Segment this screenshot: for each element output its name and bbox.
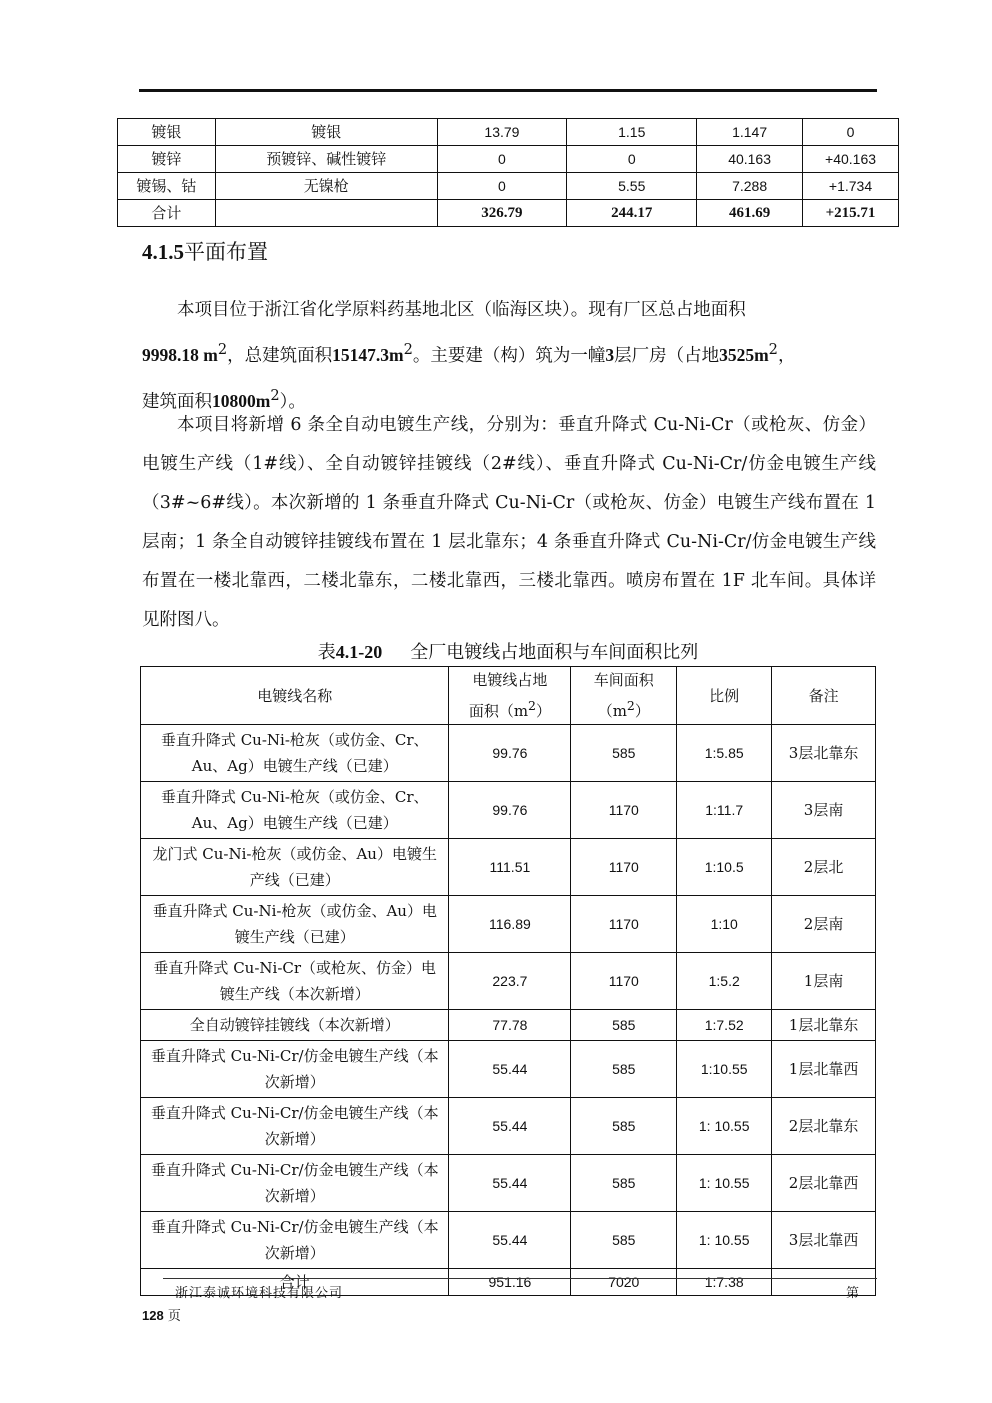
table-cell-area: 111.51 (449, 839, 571, 896)
table-cell-area: 55.44 (449, 1212, 571, 1269)
table-cell-name: 垂直升降式 Cu-Ni-枪灰（或仿金、Cr、Au、Ag）电镀生产线（已建） (141, 782, 449, 839)
superscript: 2 (768, 341, 778, 358)
table-cell-area: 951.16 (449, 1269, 571, 1296)
table-cell: 5.55 (567, 173, 697, 200)
table-cell-ratio: 1:10.5 (677, 839, 772, 896)
table-cell: 1.15 (567, 119, 697, 146)
table-cell: 0 (437, 146, 567, 173)
table-cell: 0 (567, 146, 697, 173)
table-cell-shop: 1170 (571, 896, 677, 953)
table-cell-note: 1层南 (772, 953, 876, 1010)
area-value: 3525m (719, 344, 769, 365)
table-cell-name: 垂直升降式 Cu-Ni-Cr/仿金电镀生产线（本次新增） (141, 1098, 449, 1155)
header-text: 车间面积 (593, 671, 654, 689)
table-cell-ratio: 1:7.52 (677, 1010, 772, 1041)
table-cell-area: 99.76 (449, 725, 571, 782)
page-number: 128 (142, 1308, 164, 1323)
table-row (141, 1155, 876, 1212)
header-text: 电镀线占地 (472, 671, 548, 689)
paragraph-text: ， (777, 345, 796, 366)
table-row (141, 1010, 876, 1041)
table-cell-note: 3层北靠西 (772, 1212, 876, 1269)
table-cell-note (772, 1269, 876, 1296)
table-cell-note: 3层南 (772, 782, 876, 839)
table-cell-name: 全自动镀锌挂镀线（本次新增） (141, 1010, 449, 1041)
table-cell: +40.163 (803, 146, 899, 173)
table-cell-ratio: 1:10 (677, 896, 772, 953)
area-value: 15147.3m (332, 344, 404, 365)
table-row (141, 1041, 876, 1098)
area-value: 10800m (212, 390, 271, 411)
table-cell-name: 垂直升降式 Cu-Ni-枪灰（或仿金、Au）电镀生产线（已建） (141, 896, 449, 953)
header-text: ） (634, 702, 650, 720)
column-header (449, 667, 571, 725)
table-cell: 无镍枪 (215, 173, 437, 200)
table-cell-ratio: 1:11.7 (677, 782, 772, 839)
footer-rule (163, 1278, 877, 1279)
table-cell-shop: 7020 (571, 1269, 677, 1296)
column-header: 电镀线名称 (141, 667, 449, 725)
table-cell-shop: 585 (571, 1098, 677, 1155)
table-cell: 预镀锌、碱性镀锌 (215, 146, 437, 173)
page-suffix: 页 (167, 1309, 181, 1324)
table-cell-name: 垂直升降式 Cu-Ni-枪灰（或仿金、Cr、Au、Ag）电镀生产线（已建） (141, 725, 449, 782)
table-row (141, 839, 876, 896)
superscript: 2 (626, 698, 635, 713)
paragraph-text: ）。 (279, 391, 306, 412)
table-cell-note: 1层北靠东 (772, 1010, 876, 1041)
column-header: 备注 (772, 667, 876, 725)
table-cell-ratio: 1: 10.55 (677, 1212, 772, 1269)
table-cell: 326.79 (437, 200, 567, 227)
table-cell-area: 99.76 (449, 782, 571, 839)
caption-title: 全厂电镀线占地面积与车间面积比列 (410, 642, 699, 663)
superscript: 2 (270, 386, 280, 404)
caption-prefix: 表 (317, 642, 336, 663)
header-text: （m (597, 702, 627, 720)
paragraph-text: 层厂房（占地 (614, 345, 720, 366)
header-rule (139, 89, 877, 92)
table-cell: 7.288 (697, 173, 803, 200)
table-cell: 461.69 (697, 200, 803, 227)
table-cell: 镀锌 (118, 146, 216, 173)
table-cell: +1.734 (803, 173, 899, 200)
column-header: 比例 (677, 667, 772, 725)
table-cell-shop: 585 (571, 1010, 677, 1041)
table-cell-shop: 1170 (571, 782, 677, 839)
table-cell-shop: 585 (571, 1041, 677, 1098)
table-cell-area: 55.44 (449, 1098, 571, 1155)
table-cell-shop: 585 (571, 1212, 677, 1269)
section-title: 平面布置 (184, 240, 268, 264)
paragraph-text: 。主要建（构）筑为一幢 (412, 345, 606, 366)
footer-company: 浙江泰诚环境科技有限公司 (175, 1286, 344, 1301)
table-cell-ratio: 1:7.38 (677, 1269, 772, 1296)
table-row (118, 146, 899, 173)
table-cell: 镀银 (215, 119, 437, 146)
table-cell: +215.71 (803, 200, 899, 227)
superscript: 2 (403, 341, 413, 358)
caption-number: 4.1-20 (335, 642, 383, 662)
table-cell-ratio: 1:5.2 (677, 953, 772, 1010)
table-cell: 13.79 (437, 119, 567, 146)
table-cell: 镀银 (118, 119, 216, 146)
paragraph-text: 本项目位于浙江省化学原料药基地北区（临海区块）。现有厂区总占地面积 (177, 300, 746, 320)
table-cell-ratio: 1: 10.55 (677, 1098, 772, 1155)
plating-summary-table (117, 118, 899, 227)
floor-count: 3 (605, 344, 615, 365)
table-cell: 合计 (118, 200, 216, 227)
table-cell: 1.147 (697, 119, 803, 146)
table-row (118, 119, 899, 146)
header-text: ） (536, 702, 552, 720)
superscript: 2 (217, 341, 228, 358)
table-caption (140, 638, 876, 667)
section-number: 4.1.5 (142, 240, 184, 264)
table-cell-ratio: 1: 10.55 (677, 1155, 772, 1212)
paragraph-text: 建筑面积 (142, 391, 212, 412)
table-cell-area: 223.7 (449, 953, 571, 1010)
section-heading (142, 236, 268, 268)
table-cell-name: 垂直升降式 Cu-Ni-Cr（或枪灰、仿金）电镀生产线（本次新增） (141, 953, 449, 1010)
table-cell-shop: 1170 (571, 953, 677, 1010)
table-cell-area: 77.78 (449, 1010, 571, 1041)
footer-page-prefix: 第 (846, 1286, 860, 1301)
table-row (141, 725, 876, 782)
table-row (118, 173, 899, 200)
table-cell-shop: 585 (571, 1155, 677, 1212)
table-header-row (141, 667, 876, 725)
table-cell-name: 垂直升降式 Cu-Ni-Cr/仿金电镀生产线（本次新增） (141, 1212, 449, 1269)
table-cell: 0 (437, 173, 567, 200)
table-cell-note: 3层北靠东 (772, 725, 876, 782)
table-row (141, 953, 876, 1010)
table-cell (215, 200, 437, 227)
table-cell-area: 55.44 (449, 1155, 571, 1212)
table-row (141, 1212, 876, 1269)
area-value: 9998.18 m (142, 344, 218, 365)
table-total-row (118, 200, 899, 227)
table-cell: 0 (803, 119, 899, 146)
footer-page (142, 1305, 181, 1324)
table-cell-name: 垂直升降式 Cu-Ni-Cr/仿金电镀生产线（本次新增） (141, 1155, 449, 1212)
table-cell: 镀锡、钴 (118, 173, 216, 200)
table-cell: 244.17 (567, 200, 697, 227)
table-cell-note: 2层北靠西 (772, 1155, 876, 1212)
table-cell-ratio: 1:5.85 (677, 725, 772, 782)
table-row (141, 1098, 876, 1155)
header-text: 面积（m (468, 702, 529, 720)
table-cell-name: 合计 (141, 1269, 449, 1296)
superscript: 2 (528, 698, 536, 713)
table-cell-area: 55.44 (449, 1041, 571, 1098)
table-row (141, 782, 876, 839)
table-cell-note: 2层南 (772, 896, 876, 953)
table-cell-note: 2层北靠东 (772, 1098, 876, 1155)
table-cell-area: 116.89 (449, 896, 571, 953)
table-cell-shop: 1170 (571, 839, 677, 896)
paragraph-text: ，总建筑面积 (227, 345, 333, 366)
table-cell-ratio: 1:10.55 (677, 1041, 772, 1098)
table-cell: 40.163 (697, 146, 803, 173)
table-cell-name: 龙门式 Cu-Ni-枪灰（或仿金、Au）电镀生产线（已建） (141, 839, 449, 896)
paragraph-site (142, 291, 876, 422)
plating-line-area-table (140, 666, 876, 1296)
table-cell-note: 1层北靠西 (772, 1041, 876, 1098)
table-row (141, 896, 876, 953)
paragraph-lines: 本项目将新增 6 条全自动电镀生产线，分别为：垂直升降式 Cu-Ni-Cr（或枪灰、仿金）电镀生产线（1#线）、全自动镀锌挂镀线（2#线）、垂直升降式 Cu-Ni-Cr/仿金电镀生产线（3#~6#线）。本次新增的 1 条垂直升降式 Cu-Ni-Cr（或枪灰、仿金）电镀生产线布置在 1 层南；1 条全自动镀锌挂镀线布置在 1 层北靠东；4 条垂直升降式 Cu-Ni-Cr/仿金电镀生产线布置在一楼北靠西，二楼北靠东，二楼北靠西，三楼北靠西。喷房布置在 1F 北车间。具体详见附图八。 (142, 415, 876, 630)
table-cell-note: 2层北 (772, 839, 876, 896)
table-cell-shop: 585 (571, 725, 677, 782)
table-cell-name: 垂直升降式 Cu-Ni-Cr/仿金电镀生产线（本次新增） (141, 1041, 449, 1098)
column-header (571, 667, 677, 725)
